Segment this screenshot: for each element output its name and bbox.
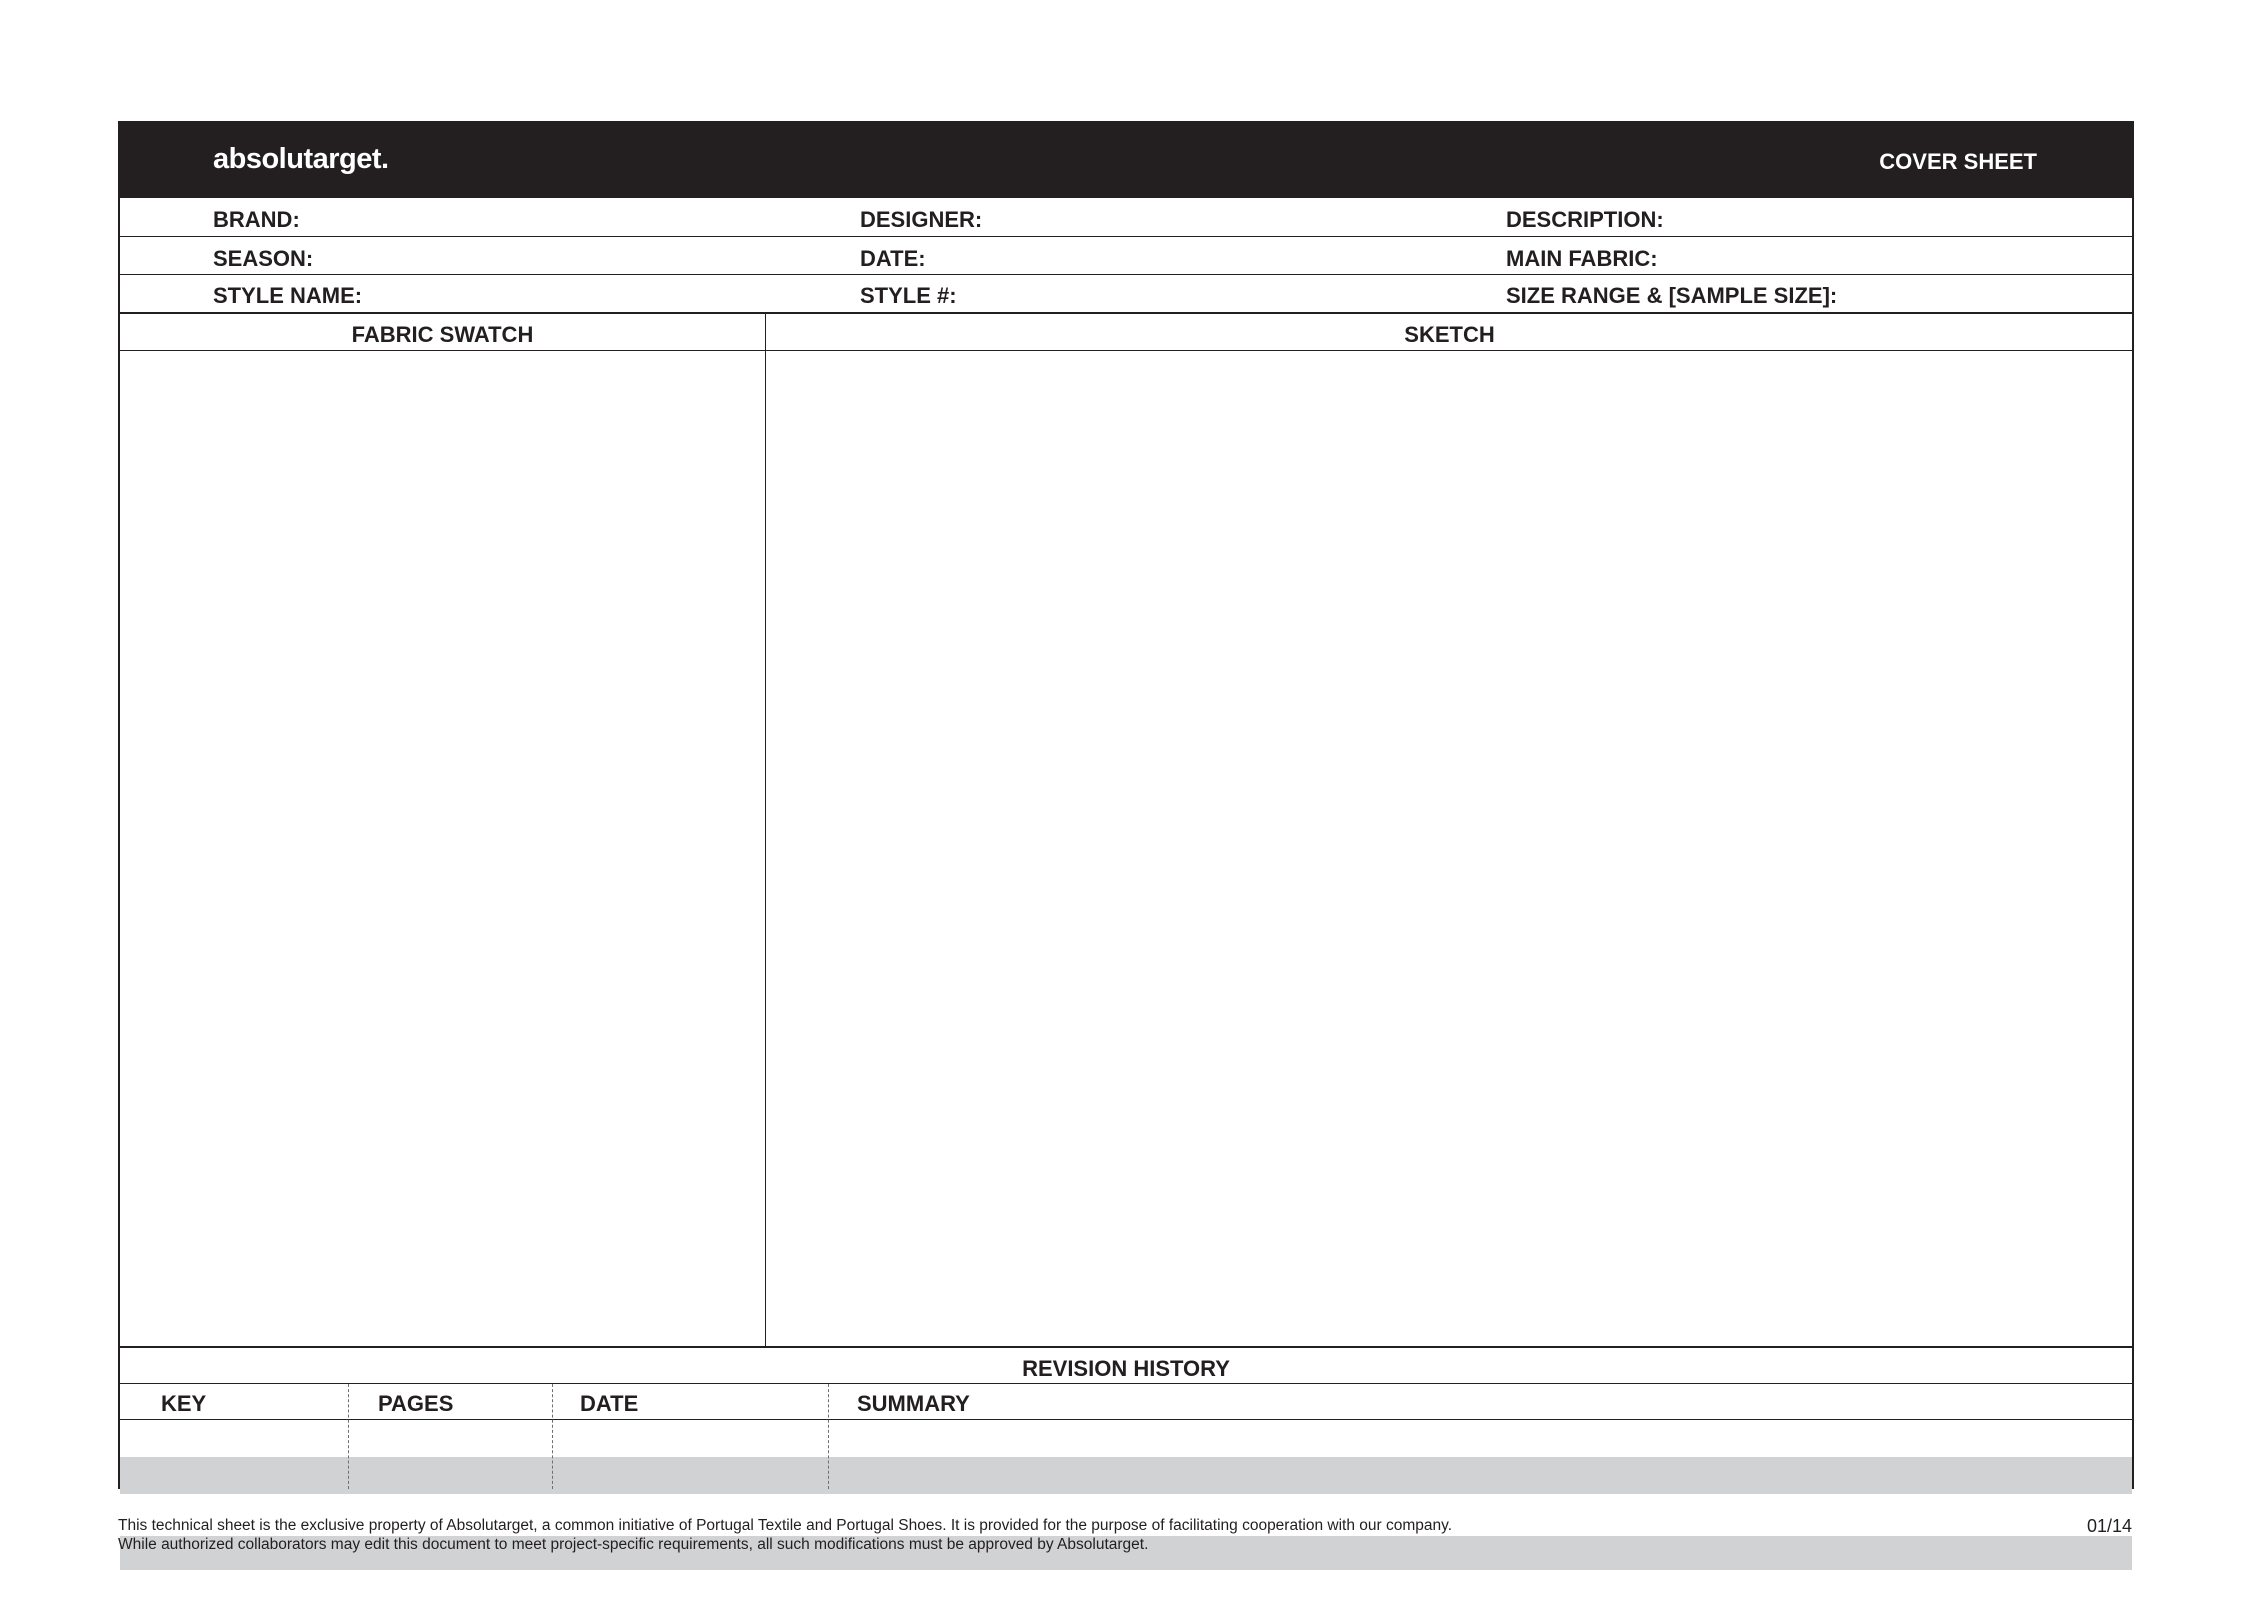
- footer-disclaimer: [118, 1516, 1452, 1554]
- fabric-swatch-title: FABRIC SWATCH: [351, 322, 534, 347]
- column-divider: [348, 1384, 349, 1489]
- fabric-swatch-area[interactable]: [120, 351, 765, 1346]
- revision-title-divider: [120, 1383, 2132, 1384]
- table-row[interactable]: [120, 1570, 2132, 1589]
- footer-line-1: This technical sheet is the exclusive property of Absolutarget, a common initiative of Portugal Textile and Portugal Shoes. It is provided for the purpose of facilitating cooperation with our company.: [118, 1517, 1453, 1534]
- description-field[interactable]: DESCRIPTION:: [1506, 207, 1664, 232]
- column-header-summary: SUMMARY: [857, 1391, 970, 1416]
- header-bar: [120, 123, 2132, 198]
- main-fabric-field[interactable]: MAIN FABRIC:: [1506, 246, 1658, 271]
- sketch-title: SKETCH: [1404, 322, 1495, 347]
- brand-logo: absolutarget.: [213, 143, 389, 175]
- page-number: 01/14: [2087, 1516, 2133, 1536]
- footer-line-2: While authorized collaborators may edit this document to meet project-specific requirements, all such modifications must be approved by Absolutarget.: [118, 1536, 1149, 1553]
- style-number-field[interactable]: STYLE #:: [860, 283, 957, 308]
- section-divider: [120, 1346, 2132, 1348]
- column-divider: [552, 1384, 553, 1489]
- column-divider: [828, 1384, 829, 1489]
- revision-history-title: REVISION HISTORY: [1022, 1356, 1230, 1381]
- table-row[interactable]: [120, 1420, 2132, 1457]
- column-header-pages: PAGES: [378, 1391, 454, 1416]
- row-divider: [120, 274, 2132, 275]
- sheet-title: COVER SHEET: [1879, 149, 2037, 174]
- designer-field[interactable]: DESIGNER:: [860, 207, 983, 232]
- style-name-field[interactable]: STYLE NAME:: [213, 283, 363, 308]
- size-range-field[interactable]: SIZE RANGE & [SAMPLE SIZE]:: [1506, 283, 1838, 308]
- sketch-area[interactable]: [766, 351, 2134, 1346]
- section-divider: [120, 312, 2132, 314]
- brand-field[interactable]: BRAND:: [213, 207, 300, 232]
- column-header-date: DATE: [580, 1391, 639, 1416]
- date-field[interactable]: DATE:: [860, 246, 926, 271]
- column-header-key: KEY: [161, 1391, 207, 1416]
- table-row[interactable]: [120, 1457, 2132, 1494]
- season-field[interactable]: SEASON:: [213, 246, 314, 271]
- cover-sheet: [118, 121, 2134, 1489]
- row-divider: [120, 236, 2132, 237]
